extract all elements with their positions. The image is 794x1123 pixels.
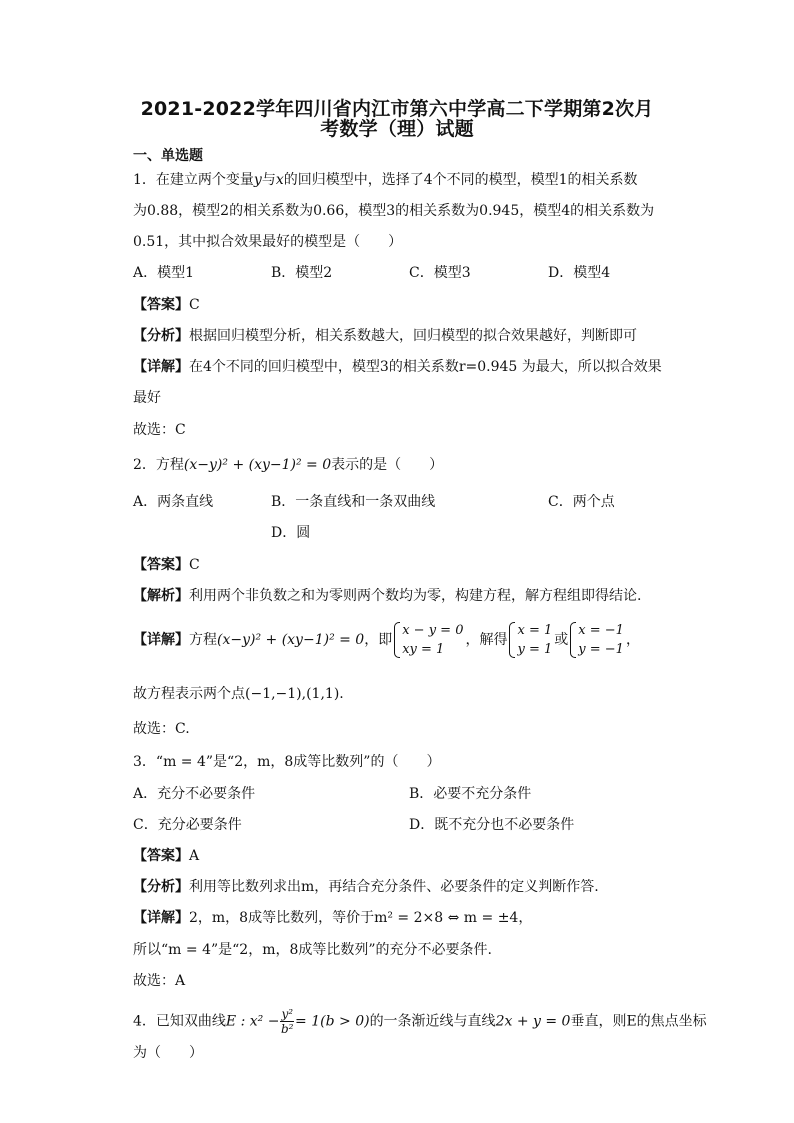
q1-option-c: C．模型3 <box>409 265 471 281</box>
q1-answer <box>133 295 200 315</box>
fraction-numerator: y² <box>281 1007 294 1021</box>
q2-stem <box>133 455 443 475</box>
q1-detail-line2: 最好 <box>133 390 161 406</box>
q1-stem-line3: 0.51，其中拟合效果最好的模型是（ ） <box>133 234 403 250</box>
system-2-row-2: y = 1 <box>517 642 553 657</box>
detail-or: 或 <box>554 632 569 648</box>
q2-option-b: B．一条直线和一条双曲线 <box>271 494 436 510</box>
system-2-row-1: x = 1 <box>517 623 553 638</box>
detail-equation: (x−y)² + (xy−1)² = 0 <box>217 632 365 648</box>
q4-stem-line2: 为（ ） <box>133 1045 203 1061</box>
q1-option-b: B．模型2 <box>271 265 333 281</box>
equation-system-3 <box>570 621 624 659</box>
q4-fraction <box>280 1007 294 1036</box>
answer-value: A <box>189 848 200 864</box>
analysis-tag: 【分析】 <box>133 328 189 344</box>
q4-hyperbola-a: E : x² − <box>225 1013 280 1030</box>
q4-suffix: 垂直，则E的焦点坐标 <box>570 1013 707 1030</box>
q4-hyperbola-b: = 1(b > 0) <box>295 1013 370 1030</box>
answer-tag: 【答案】 <box>133 297 189 313</box>
q2-conclusion: 故方程表示两个点(−1,−1),(1,1). <box>133 686 344 702</box>
q2-detail <box>133 621 640 659</box>
q2-option-a: A．两条直线 <box>133 494 214 510</box>
detail-text: 2，m，8成等比数列，等价于m² = 2×8 ⇔ m = ±4， <box>189 910 533 926</box>
detail-text: 在4个不同的回归模型中，模型3的相关系数r=0.945 为最大，所以拟合效果 <box>189 359 662 375</box>
exam-title-line1: 2021-2022学年四川省内江市第六中学高二下学期第2次月 <box>140 98 654 120</box>
q1-detail-line1 <box>133 357 662 377</box>
q2-equation: (x−y)² + (xy−1)² = 0 <box>183 457 332 473</box>
system-3-row-1: x = −1 <box>578 623 624 638</box>
system-3-row-2: y = −1 <box>578 642 624 657</box>
section-heading: 一、单选题 <box>133 148 203 164</box>
q4-line-equation: 2x + y = 0 <box>495 1013 571 1030</box>
q4-prefix: 4．已知双曲线 <box>133 1013 226 1030</box>
answer-value: C <box>189 557 200 573</box>
detail-end: ， <box>625 632 640 648</box>
q3-answer <box>133 846 199 866</box>
q4-middle: 的一条渐近线与直线 <box>369 1013 496 1030</box>
q1-option-a: A．模型1 <box>133 265 195 281</box>
q2-stem-suffix: 表示的是（ ） <box>331 457 444 473</box>
answer-tag: 【答案】 <box>133 557 189 573</box>
equation-system-2 <box>509 621 552 659</box>
answer-value: C <box>189 297 200 313</box>
q1-analysis <box>133 326 637 346</box>
q3-option-d: D．既不充分也不必要条件 <box>409 817 575 833</box>
q1-stem-line2: 为0.88，模型2的相关系数为0.66，模型3的相关系数为0.945，模型4的相关系数为 <box>133 203 655 219</box>
analysis-text: 利用等比数列求出m，再结合充分条件、必要条件的定义判断作答. <box>189 879 599 895</box>
q3-stem: 3．“m = 4”是“2，m，8成等比数列”的（ ） <box>133 754 441 770</box>
q1-option-d: D．模型4 <box>548 265 611 281</box>
q3-detail-line1 <box>133 908 532 928</box>
detail-tag: 【详解】 <box>133 632 189 648</box>
q2-option-d: D．圆 <box>271 525 311 541</box>
analysis-text: 根据回归模型分析，相关系数越大，回归模型的拟合效果越好，判断即可 <box>189 328 637 344</box>
q2-choice: 故选：C. <box>133 721 190 737</box>
analysis-text: 利用两个非负数之和为零则两个数均为零，构建方程，解方程组即得结论. <box>189 588 642 604</box>
q3-detail-line2: 所以“m = 4”是“2，m，8成等比数列”的充分不必要条件. <box>133 942 492 958</box>
detail-tag: 【详解】 <box>133 359 189 375</box>
q3-choice: 故选：A <box>133 973 186 989</box>
detail-solve: ，解得 <box>465 632 508 648</box>
q1-choice: 故选：C <box>133 422 186 438</box>
detail-connector: ，即 <box>364 632 393 648</box>
q3-option-c: C．充分必要条件 <box>133 817 242 833</box>
answer-tag: 【答案】 <box>133 848 189 864</box>
system-1-row-1: x − y = 0 <box>402 623 464 638</box>
detail-tag: 【详解】 <box>133 910 189 926</box>
detail-prefix: 方程 <box>189 632 217 648</box>
fraction-denominator: b² <box>281 1022 294 1036</box>
q3-option-b: B．必要不充分条件 <box>409 786 532 802</box>
q2-option-c: C．两个点 <box>548 494 615 510</box>
system-1-row-2: xy = 1 <box>402 642 445 657</box>
q2-stem-prefix: 2．方程 <box>133 457 184 473</box>
q3-option-a: A．充分不必要条件 <box>133 786 256 802</box>
q4-stem-line1 <box>133 1007 707 1036</box>
q2-answer <box>133 555 200 575</box>
analysis-tag: 【分析】 <box>133 879 189 895</box>
q2-analysis <box>133 586 641 606</box>
analysis-tag: 【解析】 <box>133 588 189 604</box>
equation-system-1 <box>394 621 463 659</box>
exam-title-line2: 考数学（理）试题 <box>320 118 474 140</box>
q1-stem-line1: 1．在建立两个变量𝑦与𝑥的回归模型中，选择了4个不同的模型，模型1的相关系数 <box>133 172 638 188</box>
q3-analysis <box>133 877 599 897</box>
